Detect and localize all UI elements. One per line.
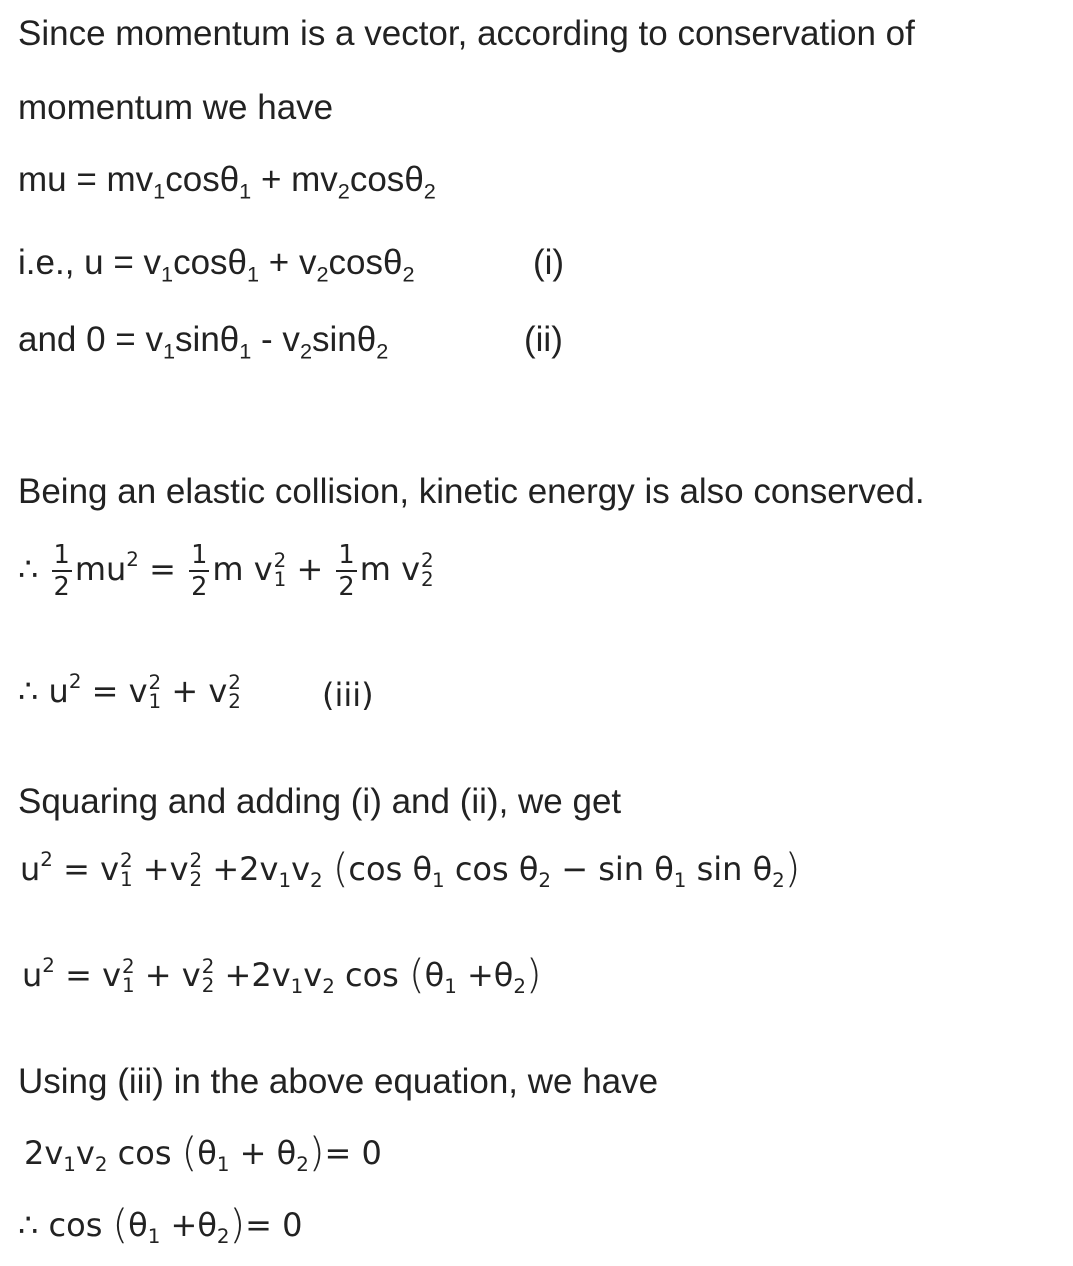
therefore-symbol: ∴ bbox=[18, 1206, 39, 1244]
paragraph-squaring: Squaring and adding (i) and (ii), we get bbox=[18, 782, 622, 821]
paragraph-momentum-line1: Since momentum is a vector, according to conservation of bbox=[18, 14, 915, 53]
fraction-half: $\frac{1}{2}$ bbox=[191, 540, 208, 602]
equation-result: $2v_1v_2$ $\cos (\theta_1 + \theta_2)= 0$ bbox=[24, 1130, 382, 1176]
equation-lhs: and 0 = v bbox=[18, 320, 163, 359]
equation-expanded: $u^2 = v$ 2 1 +v 2 2 $+2v_1v_2$ (cos $\theta_1$ $\cos \theta_2 - \sin \theta_1$ $\sin \theta_2$) bbox=[20, 846, 801, 892]
equation-conclusion: ∴ $\cos (\theta_1 +\theta_2)= 0$ bbox=[18, 1202, 303, 1248]
equation-ii: and $0 = v_1\sin\theta_1 - v_2\sin\theta_2$ bbox=[18, 320, 389, 364]
paragraph-momentum-line2: momentum we have bbox=[18, 88, 334, 127]
equation-tag-i: (i) bbox=[533, 243, 565, 282]
therefore-symbol: ∴ bbox=[18, 550, 39, 588]
equation-iii: ∴ $u^2 = v$ 2 1 + v 2 2 bbox=[18, 670, 241, 713]
equation-lhs: mu = mv bbox=[18, 160, 154, 199]
equation-lhs: i.e., u = v bbox=[18, 243, 161, 282]
paragraph-elastic: Being an elastic collision, kinetic energy is also conserved. bbox=[18, 472, 925, 511]
equation-kinetic-energy: ∴ $\frac{1}{2}$ $mu^2$ = $\frac{1}{2}$ m v 2 1 + $\frac{1}{2}$ m v 2 2 bbox=[18, 540, 434, 602]
fraction-half: $\frac{1}{2}$ bbox=[338, 540, 355, 602]
equation-momentum-x: mu = $mv_1\cos\theta_1 + mv_2\cos\theta_2$ bbox=[18, 160, 436, 204]
paragraph-using-iii: Using (iii) in the above equation, we have bbox=[18, 1062, 659, 1101]
equation-combined: $u^2 = v$ 2 1 + v 2 2 $+2v_1v_2$ $\cos (\theta_1 +\theta_2)$ bbox=[22, 952, 542, 998]
fraction-half: $\frac{1}{2}$ bbox=[53, 540, 70, 602]
therefore-symbol: ∴ bbox=[18, 672, 39, 710]
equation-i: i.e., $u = v_1\cos\theta_1 + v_2\cos\theta_2$ bbox=[18, 243, 415, 287]
equation-tag-iii: (iii) bbox=[322, 676, 374, 714]
equation-tag-ii: (ii) bbox=[524, 320, 563, 359]
